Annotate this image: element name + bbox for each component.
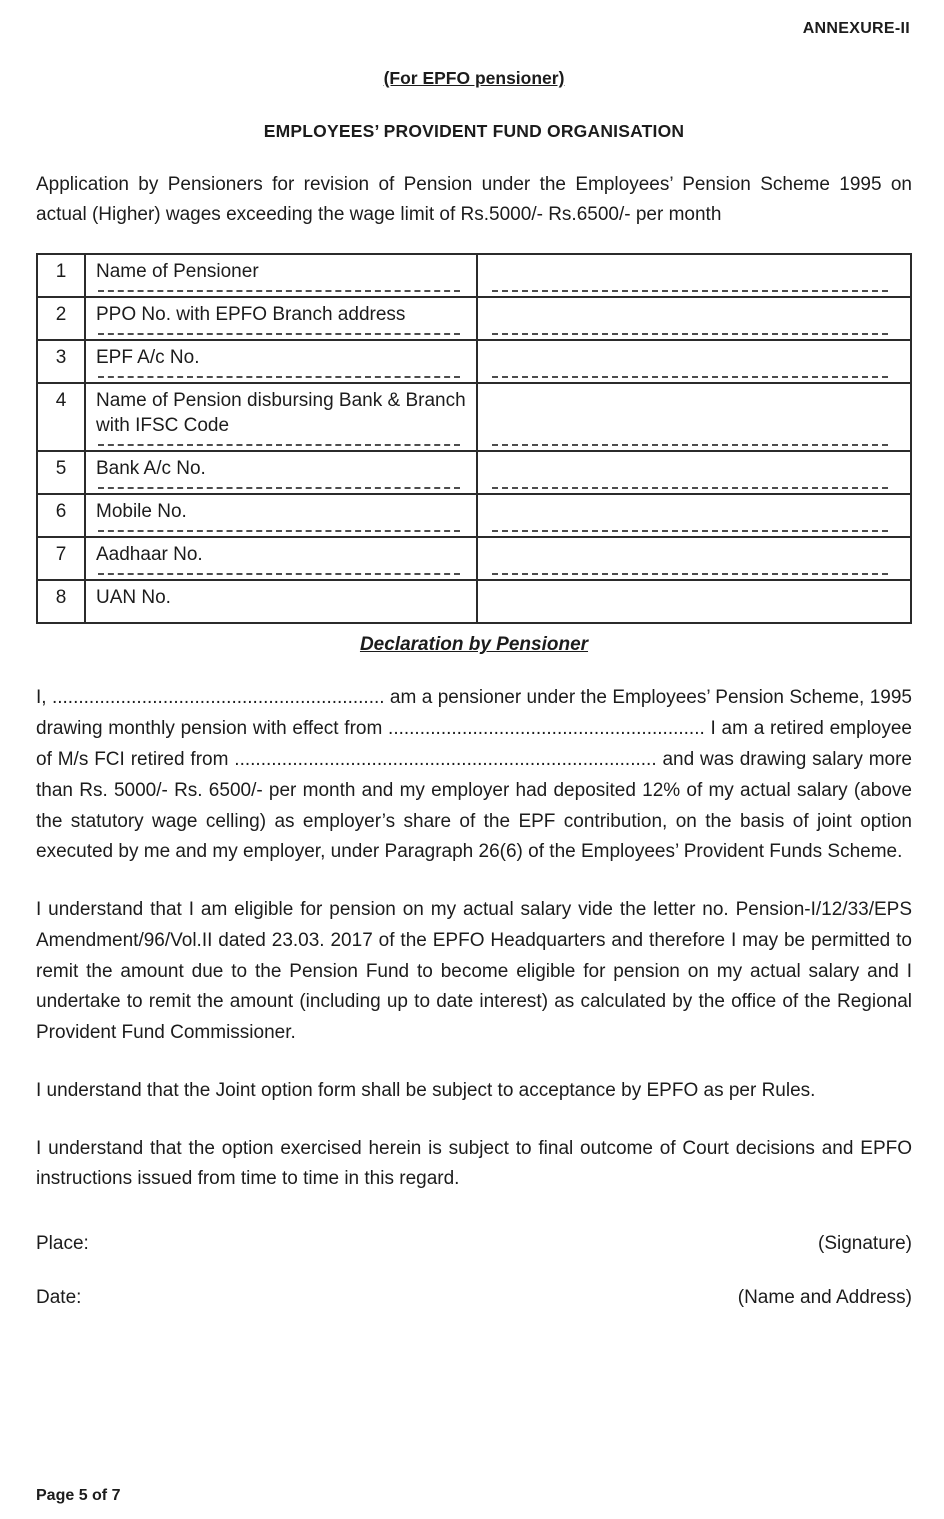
form-subtitle-text: (For EPFO pensioner): [383, 68, 565, 88]
declaration-paragraph-4: I understand that the option exercised herein is subject to final outcome of Court decisions and EPFO instructions issued from time to time in this regard.: [36, 1137, 912, 1190]
fill-in-line: [98, 290, 460, 292]
fill-in-line: [492, 290, 888, 292]
row-value-cell: [477, 383, 911, 451]
row-label-cell: [85, 537, 477, 580]
date-name-row: [36, 1287, 912, 1309]
annexure-label: ANNEXURE-II: [802, 20, 910, 37]
row-label: Aadhaar No.: [96, 544, 203, 566]
table-row: [37, 254, 911, 297]
fill-in-line: [492, 573, 888, 575]
row-label: Name of Pensioner: [96, 260, 259, 282]
row-number: 4: [37, 383, 85, 451]
row-label: PPO No. with EPFO Branch address: [96, 303, 406, 325]
name-address-label: (Name and Address): [737, 1287, 912, 1309]
pensioner-details-table: [36, 253, 912, 625]
organisation-title: EMPLOYEES’ PROVIDENT FUND ORGANISATION: [263, 121, 685, 141]
row-number: 3: [37, 340, 85, 383]
fill-in-line: [98, 376, 460, 378]
fill-in-line: [98, 573, 460, 575]
row-number: 7: [37, 537, 85, 580]
row-value-cell: [477, 254, 911, 297]
row-label-cell: [85, 297, 477, 340]
fill-in-line: [98, 333, 460, 335]
row-label-cell: [85, 451, 477, 494]
fill-in-line: [98, 530, 460, 532]
row-label: UAN No.: [96, 587, 171, 609]
row-label-cell: [85, 383, 477, 451]
declaration-heading-text: Declaration by Pensioner: [359, 634, 589, 656]
row-value-cell: [477, 580, 911, 623]
row-label-cell: [85, 254, 477, 297]
row-number: 1: [37, 254, 85, 297]
row-number: 6: [37, 494, 85, 537]
row-label: Name of Pension disbursing Bank & Branch with IFSC Code: [96, 390, 466, 437]
signature-label: (Signature): [818, 1233, 912, 1255]
table-row: [37, 537, 911, 580]
declaration-paragraph-2: I understand that I am eligible for pension on my actual salary vide the letter no. Pension-I/12/33/EPS Amendment/96/Vol.II dated 23.03. 2017 of the EPFO Headquarters and therefore I may be permitted to remit the amount due to the Pension Fund to become eligible for pension on my actual salary and I undertake to remit the amount (including up to date interest) as calculated by the office of the Regional Provident Fund Commissioner.: [36, 899, 912, 1044]
row-label: Bank A/c No.: [96, 458, 206, 480]
row-value-cell: [477, 494, 911, 537]
table-row: [37, 580, 911, 623]
row-label: Mobile No.: [96, 501, 187, 523]
fill-in-line: [98, 444, 460, 446]
row-label-cell: [85, 580, 477, 623]
date-label: Date:: [36, 1287, 82, 1309]
declaration-paragraph-1: I, ............................................................... am a pensioner under the Employees’ Pension Scheme, 1995 drawing monthly pension with effect from ............................................................ I am a retired employee of M/s FCI retired from ................................................................................ and was drawing salary more than Rs. 5000/- Rs. 6500/- per month and my employer had deposited 12% of my actual salary (above the statutory wage celling) as employer’s share of the EPF contribution, on the basis of joint option executed by me and my employer, under Paragraph 26(6) of the Employees’ Provident Funds Scheme.: [36, 687, 912, 863]
place-signature-row: [36, 1233, 912, 1255]
form-subtitle: [36, 68, 912, 89]
table-row: [37, 383, 911, 451]
row-value-cell: [477, 340, 911, 383]
table-row: [37, 297, 911, 340]
place-label: Place:: [36, 1233, 89, 1255]
page-number: Page 5 of 7: [36, 1487, 121, 1504]
row-number: 5: [37, 451, 85, 494]
fill-in-line: [492, 333, 888, 335]
intro-paragraph: Application by Pensioners for revision of Pension under the Employees’ Pension Scheme 1995 on actual (Higher) wages exceeding the wage limit of Rs.5000/- Rs.6500/- per month: [36, 174, 912, 226]
row-number: 8: [37, 580, 85, 623]
table-row: [37, 340, 911, 383]
fill-in-line: [492, 530, 888, 532]
table-row: [37, 451, 911, 494]
declaration-paragraph-3: I understand that the Joint option form shall be subject to acceptance by EPFO as per Rules.: [36, 1079, 816, 1101]
table-row: [37, 494, 911, 537]
fill-in-line: [98, 487, 460, 489]
declaration-heading: [36, 634, 912, 656]
row-value-cell: [477, 297, 911, 340]
row-number: 2: [37, 297, 85, 340]
row-value-cell: [477, 537, 911, 580]
row-value-cell: [477, 451, 911, 494]
row-label-cell: [85, 340, 477, 383]
fill-in-line: [492, 487, 888, 489]
row-label-cell: [85, 494, 477, 537]
fill-in-line: [492, 376, 888, 378]
row-label: EPF A/c No.: [96, 346, 200, 368]
fill-in-line: [492, 444, 888, 446]
